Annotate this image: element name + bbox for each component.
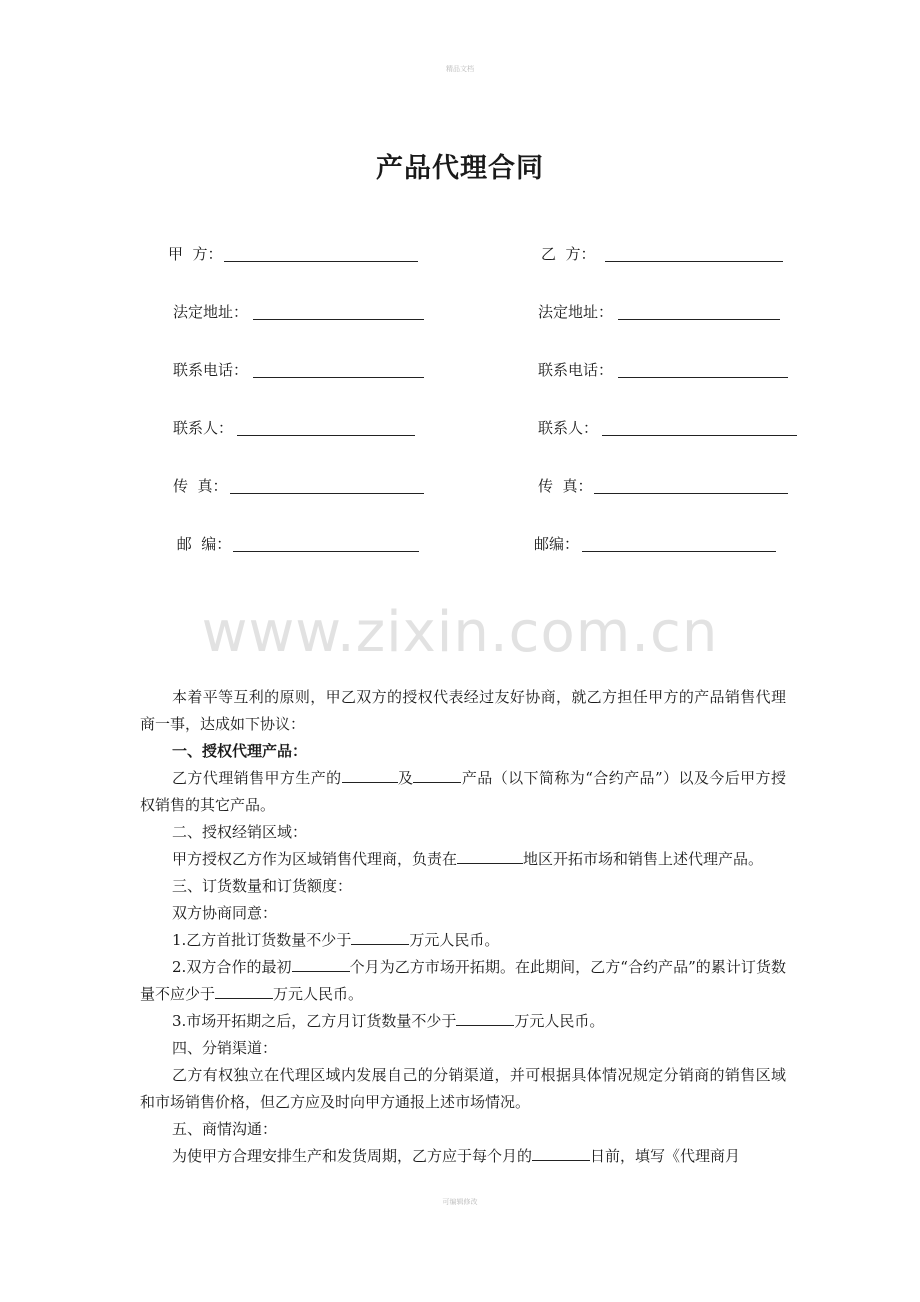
s2-text-b: 地区开拓市场和销售上述代理产品。 bbox=[523, 850, 764, 868]
party-a-contact-field bbox=[173, 417, 433, 441]
party-b-postcode-label: 邮编： bbox=[534, 535, 580, 553]
party-a-contact-blank[interactable] bbox=[237, 435, 415, 436]
section-3-line-1: 双方协商同意： bbox=[172, 904, 278, 922]
s3-i2-text-d: 万元人民币。 bbox=[273, 985, 364, 1003]
party-b-postcode-field bbox=[534, 533, 784, 557]
s3-i3-text-b: 万元人民币。 bbox=[514, 1012, 605, 1030]
product-blank-1[interactable] bbox=[342, 767, 398, 783]
s1-text-b: 及 bbox=[397, 769, 414, 787]
party-a-address-label: 法定地址： bbox=[173, 303, 249, 321]
footer-note: 可编辑修改 bbox=[442, 1198, 478, 1206]
party-b-phone-field bbox=[538, 359, 796, 383]
party-a-contact-label: 联系人： bbox=[173, 419, 234, 437]
s3-i2-text-a: 2.双方合作的最初 bbox=[172, 958, 292, 976]
section-3-heading: 三、订货数量和订货额度： bbox=[172, 877, 353, 895]
party-a-fax-field bbox=[173, 475, 433, 499]
party-b-postcode-blank[interactable] bbox=[582, 551, 776, 552]
cumulative-order-blank[interactable] bbox=[215, 983, 273, 999]
party-b-fax-field bbox=[538, 475, 796, 499]
party-a-phone-label: 联系电话： bbox=[173, 361, 249, 379]
intro-paragraph bbox=[140, 684, 786, 738]
section-2-paragraph bbox=[140, 846, 786, 873]
s3-i2-text-b: 个月为乙方市场开拓期。在此期间，乙方“合约产品”的累 bbox=[349, 958, 726, 976]
s5-text-a: 为使甲方合理安排生产和发货周期，乙方应于每个月的 bbox=[172, 1147, 533, 1165]
party-a-name-field bbox=[168, 243, 428, 267]
watermark: www.zixin.com.cn bbox=[201, 600, 719, 665]
party-a-postcode-blank[interactable] bbox=[233, 551, 419, 552]
first-order-blank[interactable] bbox=[351, 929, 409, 945]
party-b-fax-blank[interactable] bbox=[594, 493, 788, 494]
contract-body bbox=[140, 684, 786, 1170]
party-b-address-label: 法定地址： bbox=[538, 303, 614, 321]
party-a-postcode-field bbox=[172, 533, 432, 557]
region-blank[interactable] bbox=[457, 848, 523, 864]
months-blank[interactable] bbox=[292, 956, 350, 972]
s3-i3-text-a: 3.市场开拓期之后，乙方月订货数量不少于 bbox=[172, 1012, 457, 1030]
s1-text-d: 后甲方授权销售的其它产品。 bbox=[140, 769, 786, 814]
s5-text-b: 日前，填写《代理商月 bbox=[590, 1147, 741, 1165]
day-blank[interactable] bbox=[532, 1145, 590, 1161]
s1-text-a: 乙方代理销售甲方生产的 bbox=[172, 769, 342, 787]
party-a-phone-blank[interactable] bbox=[253, 377, 424, 378]
party-b-address-blank[interactable] bbox=[618, 319, 780, 320]
section-3-item-3 bbox=[140, 1008, 786, 1035]
party-b-contact-label: 联系人： bbox=[538, 419, 599, 437]
header-note: 精品文档 bbox=[446, 65, 474, 73]
product-blank-2[interactable] bbox=[413, 767, 461, 783]
section-3-item-2 bbox=[140, 954, 786, 1008]
section-4-heading: 四、分销渠道： bbox=[172, 1039, 278, 1057]
party-b-name-label: 乙 方： bbox=[541, 245, 610, 263]
party-b-address-field bbox=[538, 301, 788, 325]
party-a-phone-field bbox=[173, 359, 433, 383]
section-4-paragraph bbox=[140, 1062, 786, 1116]
intro-text-a: 本着平等互利的原则，甲乙双方的授权代表经过友好协商，就乙方担任甲方的产品销售 bbox=[172, 688, 756, 706]
s3-i2-text-c: 计订货数量不应少于 bbox=[140, 958, 786, 1003]
party-a-address-field bbox=[173, 301, 433, 325]
party-b-name-blank[interactable] bbox=[605, 261, 783, 262]
party-b-contact-blank[interactable] bbox=[602, 435, 797, 436]
party-a-name-blank[interactable] bbox=[224, 261, 418, 262]
party-a-address-blank[interactable] bbox=[253, 319, 424, 320]
s4-text-a: 乙方有权独立在代理区域内发展自己的分销渠道，并可根据具体情况规定分销商的销售 bbox=[172, 1066, 756, 1084]
monthly-order-blank[interactable] bbox=[456, 1010, 514, 1026]
party-a-postcode-label: 邮 编： bbox=[172, 535, 232, 553]
party-b-phone-blank[interactable] bbox=[618, 377, 788, 378]
section-5-heading: 五、商情沟通： bbox=[172, 1120, 278, 1138]
s1-text-c: 产品（以下简称为“合约产品”）以及今 bbox=[461, 769, 725, 787]
party-b-fax-label: 传 真： bbox=[538, 477, 593, 495]
s3-i1-text-b: 万元人民币。 bbox=[409, 931, 500, 949]
s3-i1-text-a: 1.乙方首批订货数量不少于 bbox=[172, 931, 352, 949]
section-3-item-1 bbox=[140, 927, 786, 954]
intro-text-b: 代理商一事，达成如下协议： bbox=[140, 688, 786, 733]
section-1-paragraph bbox=[140, 765, 786, 819]
s2-text-a: 甲方授权乙方作为区域销售代理商，负责在 bbox=[172, 850, 458, 868]
party-b-phone-label: 联系电话： bbox=[538, 361, 614, 379]
party-a-name-label: 甲 方： bbox=[168, 245, 223, 263]
section-2-heading: 二、授权经销区域： bbox=[172, 823, 308, 841]
party-b-name-field bbox=[541, 243, 791, 267]
section-1-heading: 一、授权代理产品： bbox=[172, 742, 308, 760]
party-a-fax-label: 传 真： bbox=[173, 477, 228, 495]
section-5-paragraph bbox=[140, 1143, 786, 1170]
party-a-fax-blank[interactable] bbox=[230, 493, 424, 494]
s4-text-b: 区域和市场销售价格，但乙方应及时向甲方通报上述市场情况。 bbox=[140, 1066, 786, 1111]
party-b-contact-field bbox=[538, 417, 800, 441]
page-title: 产品代理合同 bbox=[376, 153, 544, 184]
